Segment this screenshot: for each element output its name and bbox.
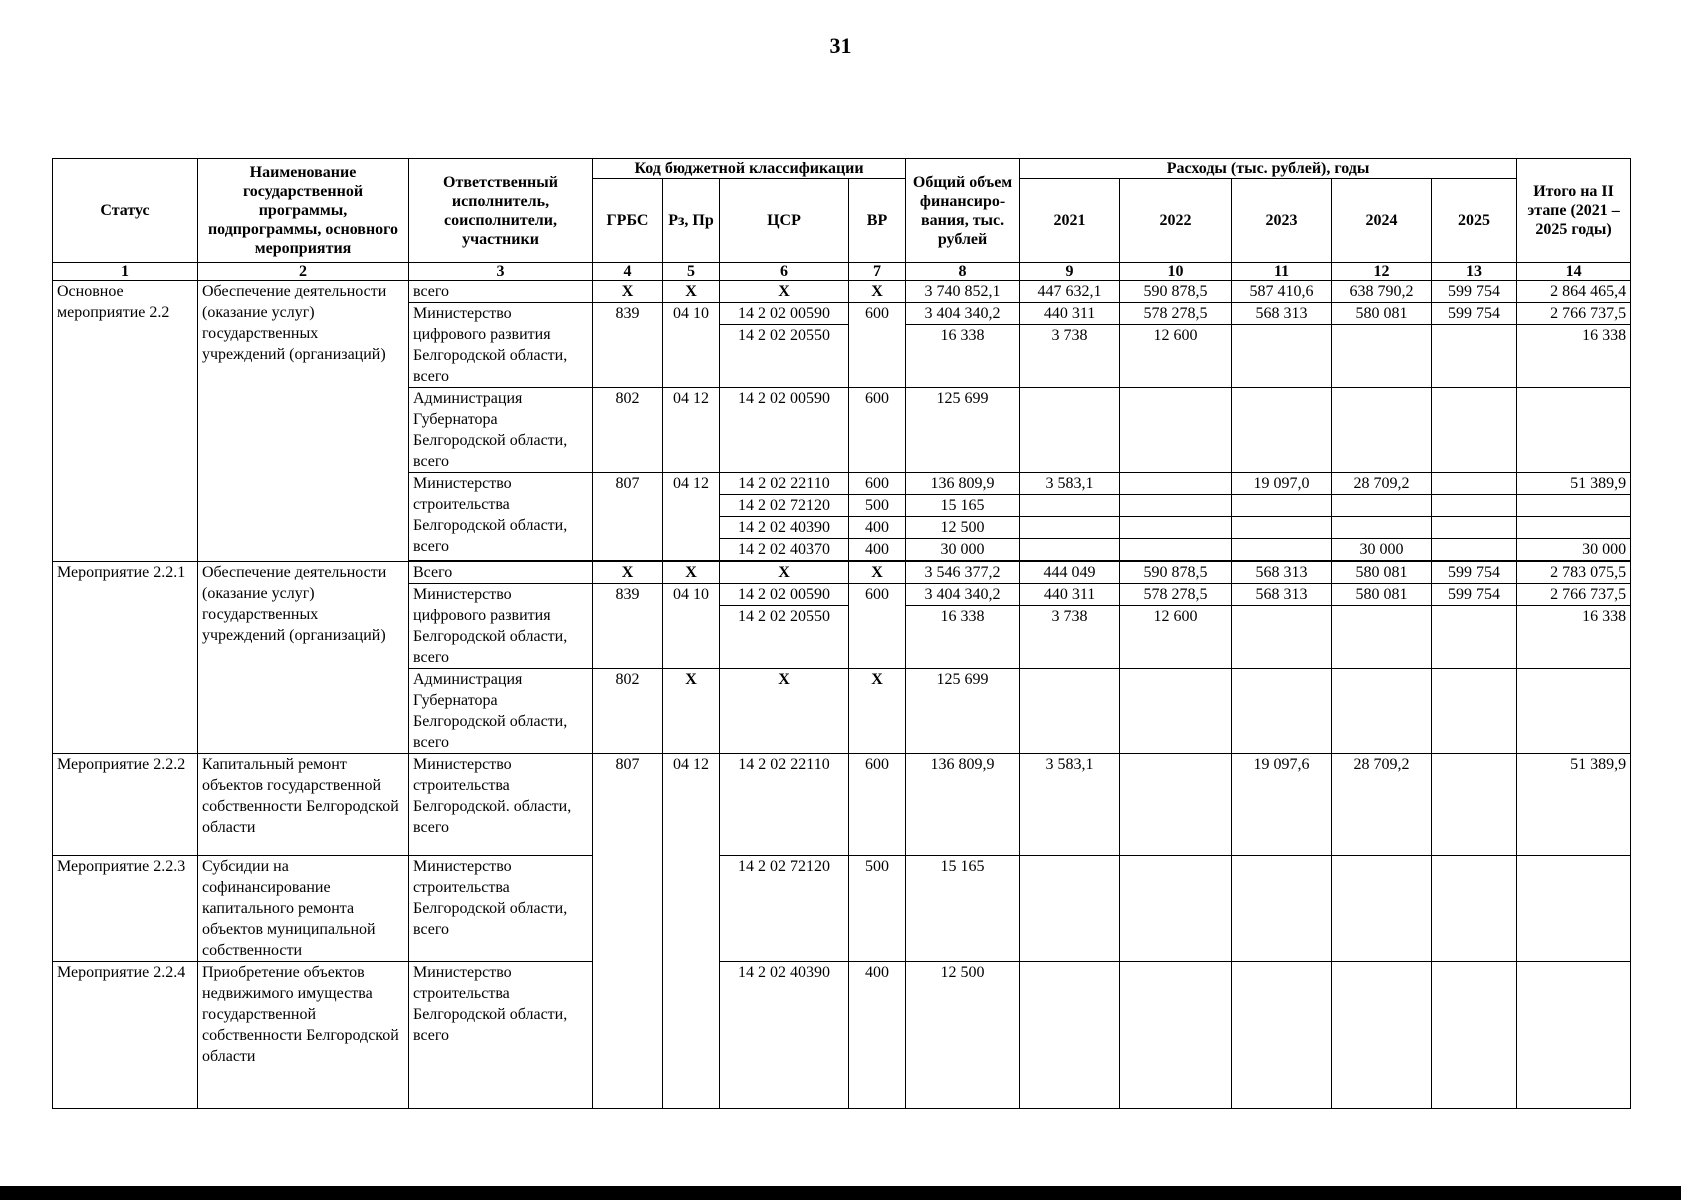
- executor-cell: Министерство цифрового развития Белгородской области, всего: [409, 303, 593, 388]
- header-2022: 2022: [1120, 179, 1232, 263]
- y2022-cell: [1120, 517, 1232, 539]
- stage-total-cell: 16 338: [1517, 606, 1631, 669]
- col-number: 14: [1517, 263, 1631, 281]
- grbs-cell: 802: [593, 669, 663, 754]
- csr-cell: 14 2 02 72120: [720, 495, 849, 517]
- vr-cell: 500: [849, 856, 906, 962]
- executor-cell: Министерство строительства Белгородской области, всего: [409, 856, 593, 962]
- y2021-cell: 440 311: [1020, 303, 1120, 325]
- y2024-cell: 580 081: [1332, 303, 1432, 325]
- y2022-cell: 590 878,5: [1120, 562, 1232, 584]
- col-number: 3: [409, 263, 593, 281]
- status-cell: Мероприятие 2.2.3: [53, 856, 198, 962]
- header-rzpr: Рз, Пр: [663, 179, 720, 263]
- vr-cell: 400: [849, 962, 906, 1109]
- y2021-cell: 447 632,1: [1020, 281, 1120, 303]
- header-vr: ВР: [849, 179, 906, 263]
- y2023-cell: 19 097,0: [1232, 473, 1332, 495]
- y2022-cell: 12 600: [1120, 606, 1232, 669]
- col-number: 12: [1332, 263, 1432, 281]
- y2025-cell: [1432, 325, 1517, 388]
- y2023-cell: [1232, 539, 1332, 561]
- y2024-cell: [1332, 325, 1432, 388]
- stage-total-cell: 30 000: [1517, 539, 1631, 561]
- y2025-cell: [1432, 606, 1517, 669]
- sum-cell: 12 500: [906, 517, 1020, 539]
- status-cell: Мероприятие 2.2.4: [53, 962, 198, 1109]
- y2022-cell: [1120, 754, 1232, 856]
- vr-cell: 400: [849, 539, 906, 561]
- grbs-cell: 839: [593, 303, 663, 388]
- header-2024: 2024: [1332, 179, 1432, 263]
- y2022-cell: [1120, 539, 1232, 561]
- y2021-cell: [1020, 962, 1120, 1109]
- y2021-cell: [1020, 669, 1120, 754]
- csr-cell: 14 2 02 22110: [720, 754, 849, 856]
- executor-cell: Администрация Губернатора Белгородской области, всего: [409, 388, 593, 473]
- sum-cell: 136 809,9: [906, 473, 1020, 495]
- executor-cell: Министерство строительства Белгородской. области, всего: [409, 754, 593, 856]
- header-grbs: ГРБС: [593, 179, 663, 263]
- csr-cell: 14 2 02 72120: [720, 856, 849, 962]
- y2024-cell: [1332, 856, 1432, 962]
- stage-total-cell: [1517, 495, 1631, 517]
- y2021-cell: 3 738: [1020, 606, 1120, 669]
- rzpr-cell: 04 10: [663, 303, 720, 388]
- rzpr-cell: 04 10: [663, 584, 720, 669]
- col-number: 11: [1232, 263, 1332, 281]
- y2025-cell: [1432, 539, 1517, 561]
- stage-total-cell: [1517, 517, 1631, 539]
- stage-total-cell: 2 783 075,5: [1517, 562, 1631, 584]
- y2023-cell: [1232, 517, 1332, 539]
- csr-cell: 14 2 02 40390: [720, 962, 849, 1109]
- sum-cell: 136 809,9: [906, 754, 1020, 856]
- vr-cell: Х: [849, 562, 906, 584]
- stage-total-cell: [1517, 669, 1631, 754]
- y2023-cell: 19 097,6: [1232, 754, 1332, 856]
- name-cell: Обеспечение деятельности (оказание услуг) государственных учреждений (организаций): [198, 281, 409, 562]
- col-number: 6: [720, 263, 849, 281]
- sum-cell: 15 165: [906, 856, 1020, 962]
- grbs-cell: 802: [593, 388, 663, 473]
- stage-total-cell: [1517, 962, 1631, 1109]
- vr-cell: Х: [849, 281, 906, 303]
- sum-cell: 3 546 377,2: [906, 562, 1020, 584]
- y2024-cell: [1332, 606, 1432, 669]
- csr-cell: 14 2 02 00590: [720, 303, 849, 325]
- header-2025: 2025: [1432, 179, 1517, 263]
- scan-edge-bar: [0, 1186, 1681, 1200]
- vr-cell: [849, 606, 906, 669]
- y2023-cell: [1232, 495, 1332, 517]
- y2021-cell: [1020, 388, 1120, 473]
- y2021-cell: 3 583,1: [1020, 754, 1120, 856]
- csr-cell: 14 2 02 00590: [720, 584, 849, 606]
- y2023-cell: [1232, 962, 1332, 1109]
- y2021-cell: 3 738: [1020, 325, 1120, 388]
- grbs-cell: 839: [593, 584, 663, 669]
- y2021-cell: 440 311: [1020, 584, 1120, 606]
- col-number: 2: [198, 263, 409, 281]
- stage-total-cell: 51 389,9: [1517, 473, 1631, 495]
- y2023-cell: [1232, 856, 1332, 962]
- y2025-cell: [1432, 517, 1517, 539]
- y2025-cell: [1432, 754, 1517, 856]
- y2021-cell: [1020, 517, 1120, 539]
- col-number: 8: [906, 263, 1020, 281]
- table-row: [53, 562, 1631, 584]
- vr-cell: 600: [849, 303, 906, 325]
- y2022-cell: [1120, 856, 1232, 962]
- vr-cell: 600: [849, 473, 906, 495]
- stage-total-cell: 16 338: [1517, 325, 1631, 388]
- y2022-cell: [1120, 473, 1232, 495]
- stage-total-cell: 2 864 465,4: [1517, 281, 1631, 303]
- y2025-cell: 599 754: [1432, 562, 1517, 584]
- table-row: [53, 856, 1631, 962]
- header-expenses: Расходы (тыс. рублей), годы: [1020, 159, 1517, 179]
- sum-cell: 125 699: [906, 388, 1020, 473]
- y2024-cell: 28 709,2: [1332, 754, 1432, 856]
- stage-total-cell: [1517, 388, 1631, 473]
- csr-cell: Х: [720, 281, 849, 303]
- status-cell: Основное мероприятие 2.2: [53, 281, 198, 562]
- header-status: Статус: [53, 159, 198, 263]
- y2021-cell: 444 049: [1020, 562, 1120, 584]
- grbs-cell: 807: [593, 754, 663, 1109]
- executor-cell: Министерство строительства Белгородской области, всего: [409, 962, 593, 1109]
- y2025-cell: [1432, 473, 1517, 495]
- y2024-cell: 580 081: [1332, 562, 1432, 584]
- y2024-cell: 28 709,2: [1332, 473, 1432, 495]
- sum-cell: 3 404 340,2: [906, 584, 1020, 606]
- vr-cell: 600: [849, 584, 906, 606]
- stage-total-cell: [1517, 856, 1631, 962]
- y2025-cell: 599 754: [1432, 281, 1517, 303]
- y2025-cell: [1432, 388, 1517, 473]
- rzpr-cell: Х: [663, 669, 720, 754]
- vr-cell: 600: [849, 754, 906, 856]
- vr-cell: 500: [849, 495, 906, 517]
- sum-cell: 125 699: [906, 669, 1020, 754]
- y2024-cell: 638 790,2: [1332, 281, 1432, 303]
- col-number: 10: [1120, 263, 1232, 281]
- csr-cell: 14 2 02 22110: [720, 473, 849, 495]
- vr-cell: 400: [849, 517, 906, 539]
- y2021-cell: [1020, 495, 1120, 517]
- csr-cell: 14 2 02 40390: [720, 517, 849, 539]
- grbs-cell: 807: [593, 473, 663, 561]
- column-number-row: [53, 263, 1631, 281]
- y2025-cell: 599 754: [1432, 584, 1517, 606]
- y2022-cell: 578 278,5: [1120, 584, 1232, 606]
- y2022-cell: [1120, 669, 1232, 754]
- executor-cell: всего: [409, 281, 593, 303]
- y2022-cell: [1120, 495, 1232, 517]
- y2023-cell: 568 313: [1232, 584, 1332, 606]
- executor-cell: Министерство строительства Белгородской области, всего: [409, 473, 593, 561]
- rzpr-cell: 04 12: [663, 754, 720, 1109]
- col-number: 7: [849, 263, 906, 281]
- name-cell: Капитальный ремонт объектов государственной собственности Белгородской области: [198, 754, 409, 856]
- y2021-cell: [1020, 539, 1120, 561]
- vr-cell: 600: [849, 388, 906, 473]
- y2023-cell: [1232, 669, 1332, 754]
- y2023-cell: 587 410,6: [1232, 281, 1332, 303]
- vr-cell: Х: [849, 669, 906, 754]
- y2021-cell: [1020, 856, 1120, 962]
- status-cell: Мероприятие 2.2.2: [53, 754, 198, 856]
- executor-cell: Администрация Губернатора Белгородской области, всего: [409, 669, 593, 754]
- y2025-cell: 599 754: [1432, 303, 1517, 325]
- col-number: 4: [593, 263, 663, 281]
- stage-total-cell: 2 766 737,5: [1517, 303, 1631, 325]
- header-csr: ЦСР: [720, 179, 849, 263]
- y2023-cell: 568 313: [1232, 303, 1332, 325]
- csr-cell: Х: [720, 669, 849, 754]
- header-budget-code: Код бюджетной классификации: [593, 159, 906, 179]
- grbs-cell: Х: [593, 281, 663, 303]
- y2024-cell: [1332, 495, 1432, 517]
- y2022-cell: 590 878,5: [1120, 281, 1232, 303]
- csr-cell: 14 2 02 20550: [720, 606, 849, 669]
- y2022-cell: [1120, 388, 1232, 473]
- col-number: 13: [1432, 263, 1517, 281]
- sum-cell: 30 000: [906, 539, 1020, 561]
- sum-cell: 16 338: [906, 606, 1020, 669]
- csr-cell: 14 2 02 20550: [720, 325, 849, 388]
- header-stage-total: Итого на II этапе (2021 – 2025 годы): [1517, 159, 1631, 263]
- y2023-cell: [1232, 388, 1332, 473]
- header-2021: 2021: [1020, 179, 1120, 263]
- page-number: 31: [829, 33, 852, 58]
- csr-cell: 14 2 02 40370: [720, 539, 849, 561]
- csr-cell: Х: [720, 562, 849, 584]
- header-2023: 2023: [1232, 179, 1332, 263]
- executor-cell: Министерство цифрового развития Белгородской области, всего: [409, 584, 593, 669]
- sum-cell: 15 165: [906, 495, 1020, 517]
- rzpr-cell: Х: [663, 281, 720, 303]
- y2024-cell: [1332, 962, 1432, 1109]
- y2025-cell: [1432, 962, 1517, 1109]
- col-number: 1: [53, 263, 198, 281]
- y2025-cell: [1432, 495, 1517, 517]
- y2025-cell: [1432, 856, 1517, 962]
- stage-total-cell: 2 766 737,5: [1517, 584, 1631, 606]
- csr-cell: 14 2 02 00590: [720, 388, 849, 473]
- sum-cell: 3 740 852,1: [906, 281, 1020, 303]
- stage-total-cell: 51 389,9: [1517, 754, 1631, 856]
- name-cell: Субсидии на софинансирование капитального ремонта объектов муниципальной собственности: [198, 856, 409, 962]
- name-cell: Приобретение объектов недвижимого имущества государственной собственности Белгородской области: [198, 962, 409, 1109]
- table-row: [53, 754, 1631, 856]
- status-cell: Мероприятие 2.2.1: [53, 562, 198, 754]
- vr-cell: [849, 325, 906, 388]
- header-name: Наименование государственной программы, подпрограммы, основного мероприятия: [198, 159, 409, 263]
- sum-cell: 3 404 340,2: [906, 303, 1020, 325]
- y2023-cell: [1232, 606, 1332, 669]
- executor-cell: Всего: [409, 562, 593, 584]
- col-number: 5: [663, 263, 720, 281]
- y2024-cell: [1332, 669, 1432, 754]
- y2023-cell: [1232, 325, 1332, 388]
- rzpr-cell: 04 12: [663, 388, 720, 473]
- sum-cell: 16 338: [906, 325, 1020, 388]
- header-executor: Ответственный исполнитель, соисполнители, участники: [409, 159, 593, 263]
- budget-table: [52, 158, 1631, 1109]
- name-cell: Обеспечение деятельности (оказание услуг) государственных учреждений (организаций): [198, 562, 409, 754]
- y2023-cell: 568 313: [1232, 562, 1332, 584]
- y2022-cell: [1120, 962, 1232, 1109]
- y2024-cell: [1332, 517, 1432, 539]
- table-row: [53, 962, 1631, 1109]
- table-row: [53, 281, 1631, 303]
- y2024-cell: 30 000: [1332, 539, 1432, 561]
- rzpr-cell: Х: [663, 562, 720, 584]
- sum-cell: 12 500: [906, 962, 1020, 1109]
- y2022-cell: 578 278,5: [1120, 303, 1232, 325]
- y2021-cell: 3 583,1: [1020, 473, 1120, 495]
- col-number: 9: [1020, 263, 1120, 281]
- y2024-cell: 580 081: [1332, 584, 1432, 606]
- y2025-cell: [1432, 669, 1517, 754]
- header-total-volume: Общий объем финансиро-вания, тыс. рублей: [906, 159, 1020, 263]
- rzpr-cell: 04 12: [663, 473, 720, 561]
- grbs-cell: Х: [593, 562, 663, 584]
- y2022-cell: 12 600: [1120, 325, 1232, 388]
- y2024-cell: [1332, 388, 1432, 473]
